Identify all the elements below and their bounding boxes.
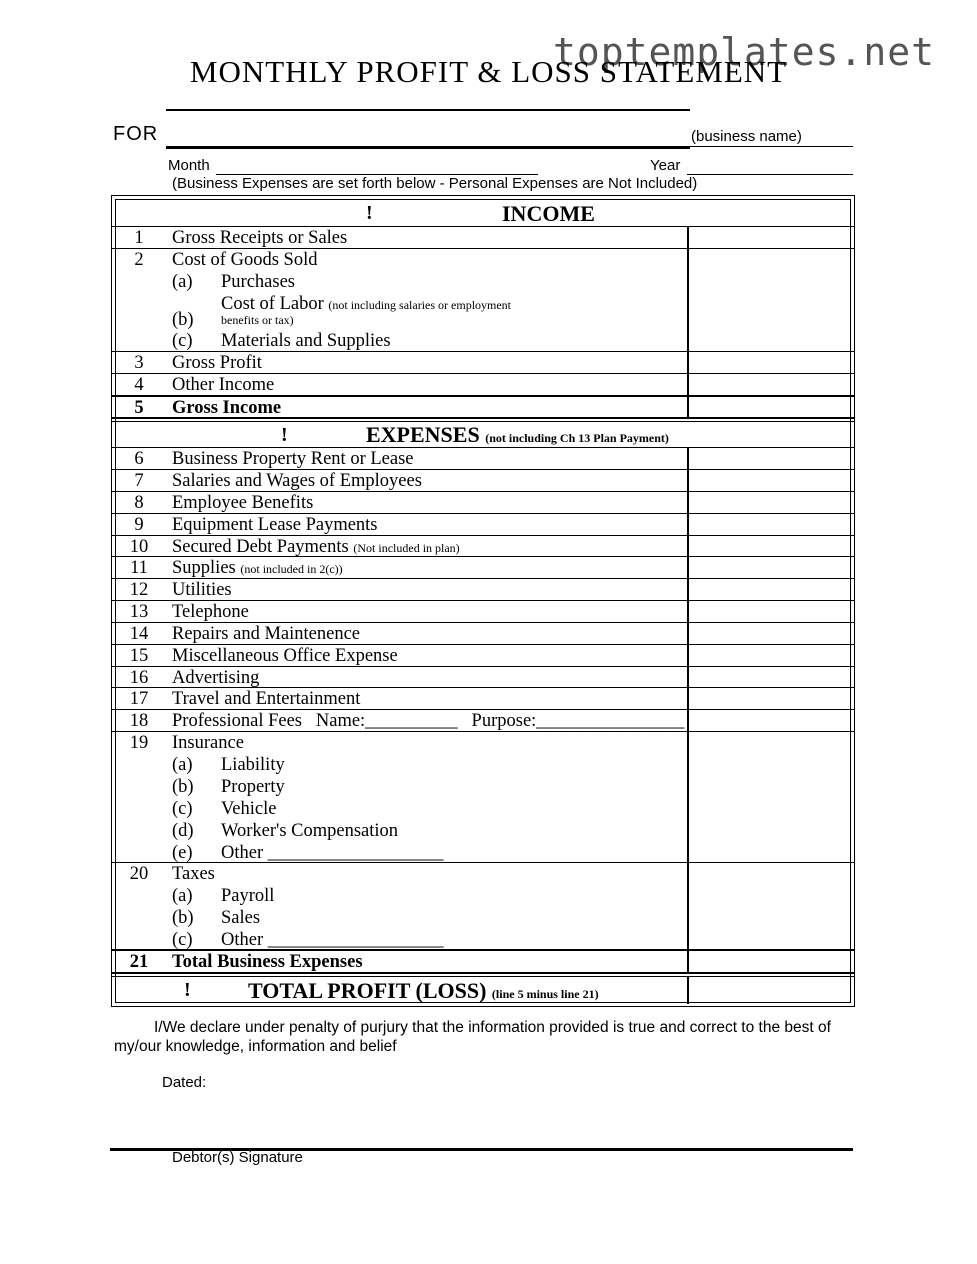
line-label: Employee Benefits (172, 493, 314, 513)
business-name-rule (689, 146, 853, 147)
for-label: FOR (113, 123, 159, 145)
sub-letter: (a) (172, 886, 193, 906)
line-number: 8 (134, 493, 144, 513)
sub-letter: (c) (172, 331, 193, 351)
line-number: 17 (129, 689, 149, 709)
sub-letter: (b) (172, 310, 194, 330)
amount-column-divider (687, 226, 689, 418)
line-label: Secured Debt Payments (172, 537, 349, 557)
month-label: Month (168, 157, 210, 174)
line-label-group (172, 557, 343, 580)
page-title: MONTHLY PROFIT & LOSS STATEMENT (189, 54, 788, 89)
line-label: Utilities (172, 580, 232, 600)
line-number: 15 (129, 646, 149, 666)
total-note: (line 5 minus line 21) (491, 987, 599, 1001)
line-label: Sales (221, 908, 261, 928)
line-note: (Not included in plan) (353, 541, 460, 555)
line-number: 16 (129, 668, 149, 688)
line-label: Gross Receipts or Sales (172, 228, 348, 248)
amount-cell-gross-receipts[interactable] (690, 227, 851, 248)
sub-letter: (a) (172, 755, 193, 775)
sub-letter: (c) (172, 930, 193, 950)
line-number: 4 (134, 375, 144, 395)
line-number: 11 (130, 558, 148, 578)
expenses-heading-note: (not including Ch 13 Plan Payment) (485, 431, 669, 445)
business-name-field[interactable] (166, 146, 690, 149)
line-label: Other ___________________ (221, 930, 444, 950)
line-number: 14 (129, 624, 149, 644)
line-label: Miscellaneous Office Expense (172, 646, 398, 666)
sub-letter: (c) (172, 799, 193, 819)
expenses-heading: EXPENSES (366, 422, 480, 447)
amount-cell-total-profit[interactable] (690, 977, 851, 1004)
line-number: 6 (134, 449, 144, 469)
line-number: 21 (129, 952, 149, 972)
line-number: 10 (129, 537, 149, 557)
expenses-note: (Business Expenses are set forth below - Personal Expenses are Not Included) (172, 175, 698, 192)
line-label: Liability (221, 755, 285, 775)
line-label: Worker's Compensation (221, 821, 399, 841)
year-field[interactable] (687, 174, 853, 175)
declaration-text: I/We declare under penalty of purjury that the information provided is true and correct to the best of my/our knowledge, information and belief (114, 1019, 831, 1055)
total-marker: ! (184, 979, 191, 1001)
line-label: Purchases (221, 272, 295, 292)
signature-label: Debtor(s) Signature (172, 1149, 303, 1166)
line-label: Materials and Supplies (221, 331, 391, 351)
line-label: Total Business Expenses (172, 952, 363, 972)
line-note: (not including salaries or employment (328, 298, 512, 312)
line-label: Cost of Goods Sold (172, 250, 318, 270)
line-number: 12 (129, 580, 149, 600)
line-label: Repairs and Maintenence (172, 624, 361, 644)
amount-cell-gross-income[interactable] (690, 397, 851, 417)
line-label: Gross Profit (172, 353, 262, 373)
line-number: 13 (129, 602, 149, 622)
line-label: Business Property Rent or Lease (172, 449, 414, 469)
expenses-heading-group (366, 422, 669, 448)
total-label: TOTAL PROFIT (LOSS) (248, 978, 487, 1003)
line-label: Other ___________________ (221, 843, 444, 863)
line-label: Property (221, 777, 285, 797)
line-label: Travel and Entertainment (172, 689, 361, 709)
line-label: Other Income (172, 375, 275, 395)
sub-letter: (a) (172, 272, 193, 292)
line-number: 2 (134, 250, 144, 270)
line-label: Payroll (221, 886, 275, 906)
income-marker: ! (366, 202, 373, 224)
line-label: Taxes (172, 864, 215, 884)
year-label: Year (650, 157, 681, 174)
line-label: Insurance (172, 733, 244, 753)
line-label: Professional Fees Name:__________ Purpose:________________ (172, 711, 685, 731)
line-label: Supplies (172, 558, 236, 578)
line-number: 5 (134, 398, 144, 418)
line-label: Vehicle (221, 799, 277, 819)
watermark: toptemplates.net (553, 30, 936, 74)
sub-letter: (b) (172, 777, 194, 797)
line-label: Advertising (172, 668, 260, 688)
line-label: Salaries and Wages of Employees (172, 471, 422, 491)
line-number: 20 (129, 864, 149, 884)
line-note: benefits or tax) (221, 313, 294, 327)
line-number: 3 (134, 353, 144, 373)
sub-letter: (d) (172, 821, 194, 841)
line-number: 18 (129, 711, 149, 731)
income-heading: INCOME (502, 201, 595, 226)
line-label: Equipment Lease Payments (172, 515, 378, 535)
line-label: Gross Income (172, 398, 282, 418)
line-note: (not included in 2(c)) (240, 562, 343, 576)
sub-letter: (b) (172, 908, 194, 928)
expenses-marker: ! (281, 424, 288, 446)
line-number: 9 (134, 515, 144, 535)
line-number: 1 (134, 228, 144, 248)
amount-column-divider (687, 447, 689, 974)
title-rule (166, 109, 690, 111)
amount-column-divider (687, 976, 689, 1004)
line-label-group (172, 536, 460, 559)
total-label-group (248, 978, 599, 1004)
line-label: Cost of Labor (221, 294, 324, 314)
business-name-label: (business name) (691, 128, 802, 145)
sub-letter: (e) (172, 843, 193, 863)
line-label: Telephone (172, 602, 249, 622)
dated-label: Dated: (162, 1074, 207, 1091)
line-number: 19 (129, 733, 149, 753)
line-number: 7 (134, 471, 144, 491)
amount-cell-cost-of-goods[interactable] (690, 249, 851, 351)
